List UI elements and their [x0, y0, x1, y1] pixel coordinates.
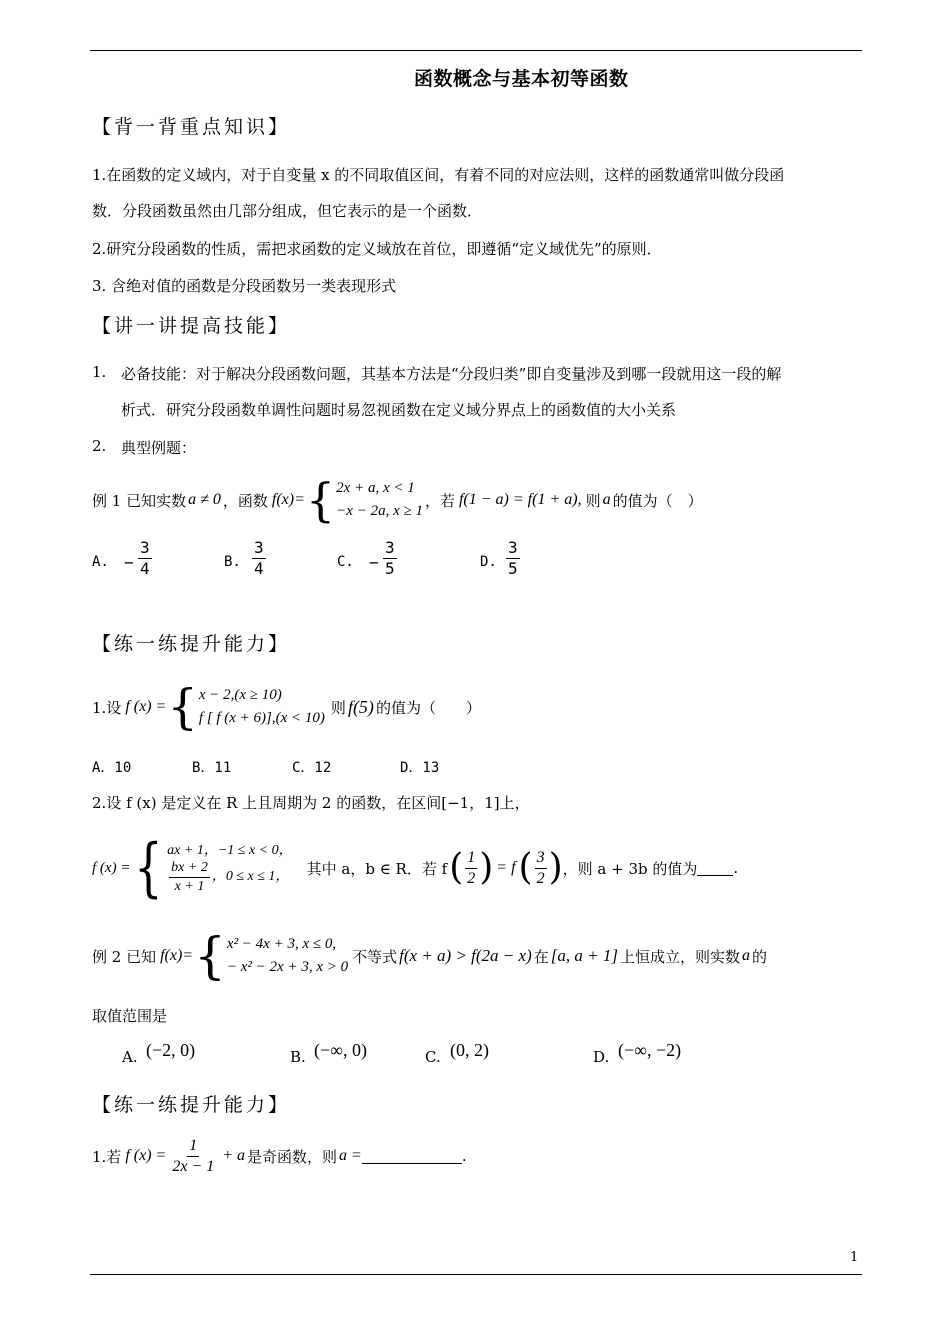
practice-2-frac-1-numerator: 1	[465, 850, 477, 869]
option-d-label: D.	[480, 554, 497, 570]
example-1-if-text: ，若	[424, 491, 455, 510]
knowledge-paragraph-3: 3. 含绝对值的函数是分段函数另一类表现形式	[92, 277, 397, 295]
option-a-denominator: 4	[140, 559, 150, 578]
example-1-equation: f(1 − a) = f(1 + a),	[458, 491, 582, 508]
practice-3-plus: + a	[222, 1147, 246, 1164]
practice-1-tail: 的值为（ ）	[375, 698, 481, 717]
example-2-option-d-value: (−∞, −2)	[618, 1040, 682, 1060]
option-b-label: B.	[224, 554, 241, 570]
practice-2-fx: f (x) =	[92, 859, 131, 876]
practice-2-paren-open-2: (	[518, 847, 533, 888]
practice-2-cases	[167, 842, 292, 893]
example-2-options	[122, 1038, 742, 1068]
practice-3-var: a =	[339, 1147, 362, 1164]
practice-2-tail: ，则 a + 3b 的值为	[562, 859, 698, 878]
practice-2-case-2	[167, 861, 292, 894]
practice-1-fx: f (x) =	[125, 698, 167, 715]
practice-1-case-1: x − 2,(x ≥ 10)	[198, 686, 282, 703]
skill-item-1a: 必备技能：对于解决分段函数问题，其基本方法是“分段归类”即自变量涉及到哪一段就用这一段的解	[121, 365, 782, 383]
practice-1-option-b: B．11	[192, 760, 232, 776]
example-2-option-a-value: (−2, 0)	[146, 1040, 196, 1060]
footer-rule	[90, 1274, 862, 1275]
skill-item-2-number: 2.	[92, 437, 107, 455]
example-2-option-b-label: B.	[290, 1048, 306, 1066]
practice-3-denominator: 2x − 1	[172, 1157, 215, 1175]
practice-2-case-1: ax + 1，−1 ≤ x < 0，	[167, 843, 293, 859]
example-1	[92, 472, 703, 528]
practice-3-end: .	[461, 1147, 467, 1165]
example-1-brace: {	[305, 473, 336, 527]
practice-1-case-2: f [ f (x + 6)],(x < 10)	[198, 710, 325, 726]
practice-1-option-a: A．10	[92, 760, 132, 776]
practice-2-case-2-denominator: x + 1	[174, 878, 205, 894]
practice-3	[92, 1132, 467, 1180]
example-1-var: a	[602, 491, 611, 508]
example-1-options	[92, 540, 592, 586]
example-2-label: 例 2 已知	[92, 947, 157, 966]
example-2-option-c-label: C.	[425, 1048, 441, 1066]
practice-2-intro: 2.设 f (x) 是定义在 R 上且周期为 2 的函数，在区间[−1，1]上，	[92, 794, 530, 812]
example-1-condition: a ≠ 0	[188, 491, 221, 508]
practice-1-f5: f(5)	[347, 696, 374, 717]
section-heading-knowledge: 【背一背重点知识】	[92, 116, 291, 138]
practice-2-brace: {	[134, 831, 164, 905]
practice-2-paren-open-1: (	[449, 847, 464, 888]
practice-1-option-d: D．13	[400, 760, 440, 776]
example-2-inequality: f(x + a) > f(2a − x)	[399, 946, 532, 965]
example-1-func-text: ，函数	[222, 491, 268, 510]
practice-2-where: 其中 a，b ∈ R．若 f	[306, 859, 448, 878]
practice-3-answer-blank[interactable]	[362, 1149, 462, 1164]
example-2-tail-2: 的	[751, 947, 767, 966]
option-d-numerator: 3	[508, 538, 518, 557]
option-a-numerator: 3	[140, 538, 150, 557]
option-c-fraction	[381, 540, 399, 577]
example-2-brace: {	[194, 927, 226, 985]
section-heading-skills: 【讲一讲提高技能】	[92, 315, 291, 337]
practice-2-paren-close-2: )	[548, 847, 563, 888]
practice-2-frac-2-denominator: 2	[536, 869, 545, 887]
example-1-then-text: 则	[585, 491, 601, 510]
option-c-sign: −	[369, 553, 379, 572]
example-2-option-c-value: (0, 2)	[450, 1040, 489, 1060]
practice-2-eq: = f	[496, 859, 516, 876]
example-2-case-2: − x² − 2x + 3, x > 0	[226, 959, 349, 975]
example-1-tail: 的值为（ ）	[612, 491, 703, 510]
practice-2-paren-close-1: )	[479, 847, 494, 888]
example-1-cases	[336, 477, 423, 524]
practice-2-frac-1-denominator: 2	[467, 869, 476, 887]
example-1-label: 例 1 已知实数	[92, 491, 187, 510]
practice-1-cases	[199, 684, 325, 731]
example-1-case-1: 2x + a, x < 1	[336, 479, 415, 496]
skill-item-1-number: 1.	[92, 363, 107, 381]
practice-1	[92, 678, 481, 736]
section-heading-practice-2: 【练一练提升能力】	[92, 1094, 291, 1116]
page-title: 函数概念与基本初等函数	[414, 68, 629, 90]
option-c-denominator: 5	[385, 559, 395, 578]
example-2	[92, 927, 767, 985]
practice-2-end: .	[733, 859, 739, 877]
example-2-fx: f(x)=	[160, 947, 194, 964]
knowledge-paragraph-1a: 1.在函数的定义域内，对于自变量 x 的不同取值区间，有着不同的对应法则，这样的函数通常叫做分段函	[92, 166, 785, 184]
practice-1-option-c: C．12	[292, 760, 332, 776]
example-2-interval: [a, a + 1]	[550, 946, 618, 965]
option-d-fraction	[504, 540, 522, 577]
example-2-line-2: 取值范围是	[92, 1007, 168, 1025]
practice-3-label: 1.若	[92, 1147, 122, 1166]
example-2-case-1: x² − 4x + 3, x ≤ 0,	[226, 935, 337, 952]
example-2-var: a	[741, 947, 750, 964]
option-b-numerator: 3	[254, 538, 264, 557]
practice-3-fx: f (x) =	[125, 1147, 167, 1164]
header-rule	[90, 50, 862, 51]
option-a-sign: −	[124, 553, 134, 572]
example-2-option-a-label: A.	[122, 1048, 138, 1066]
option-a-label: A.	[92, 554, 109, 570]
practice-3-numerator: 1	[187, 1138, 199, 1157]
example-2-cases	[227, 933, 348, 980]
example-1-fx: f(x)=	[271, 491, 305, 508]
option-d-denominator: 5	[508, 559, 518, 578]
practice-3-text: 是奇函数，则	[247, 1147, 338, 1166]
knowledge-paragraph-2: 2.研究分段函数的性质，需把求函数的定义域放在首位，即遵循“定义域优先”的原则．	[92, 240, 662, 258]
option-a-fraction	[136, 540, 154, 577]
knowledge-paragraph-1b: 数．分段函数虽然由几部分组成，但它表示的是一个函数．	[92, 202, 483, 220]
practice-2-function	[92, 830, 738, 906]
example-1-case-2: −x − 2a, x ≥ 1	[336, 503, 423, 519]
option-b-denominator: 4	[254, 559, 264, 578]
practice-2-case-2-numerator: bx + 2	[169, 861, 210, 878]
practice-2-case-2-tail: ，0 ≤ x ≤ 1，	[211, 869, 290, 884]
section-heading-practice-1: 【练一练提升能力】	[92, 633, 291, 655]
practice-2-answer-blank[interactable]	[697, 861, 733, 876]
option-b-fraction	[250, 540, 268, 577]
skill-item-1b: 析式．研究分段函数单调性问题时易忽视函数在定义域分界点上的函数值的大小关系	[121, 401, 677, 419]
example-2-ineq-text: 不等式	[352, 947, 398, 966]
page-number: 1	[850, 1250, 859, 1265]
example-2-in-text: 在	[533, 947, 549, 966]
practice-2-frac-2-numerator: 3	[535, 850, 547, 869]
option-c-label: C.	[337, 554, 354, 570]
example-2-tail: 上恒成立，则实数	[619, 947, 740, 966]
example-2-option-b-value: (−∞, 0)	[314, 1040, 367, 1060]
practice-1-label: 1.设	[92, 698, 122, 717]
practice-1-brace: {	[167, 679, 198, 735]
practice-1-then-text: 则	[330, 698, 346, 717]
option-c-numerator: 3	[385, 538, 395, 557]
example-2-option-d-label: D.	[593, 1048, 610, 1066]
skill-item-2: 典型例题：	[121, 439, 197, 457]
